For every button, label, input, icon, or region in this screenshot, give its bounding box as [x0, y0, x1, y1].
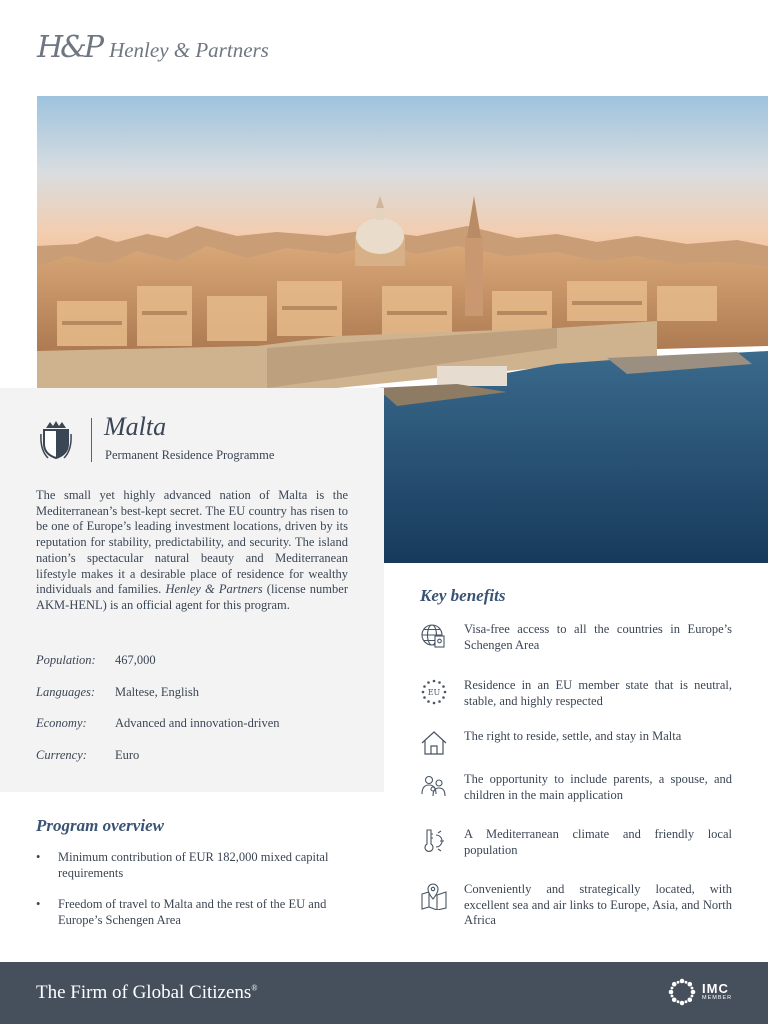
title-divider	[91, 418, 92, 462]
thermometer-sun-icon	[420, 827, 448, 855]
program-overview-heading: Program overview	[36, 816, 164, 835]
benefit-item	[420, 772, 732, 803]
brand-monogram: H&P	[37, 30, 102, 65]
benefit-item	[420, 622, 732, 653]
benefit-text: The opportunity to include parents, a spouse, and children in the main application	[464, 772, 732, 802]
bullet-icon: •	[36, 850, 41, 864]
brand-name: Henley & Partners	[109, 38, 269, 62]
program-overview-list	[36, 850, 370, 945]
programme-subtitle: Permanent Residence Programme	[105, 448, 275, 462]
fact-value: 467,000	[115, 653, 156, 667]
fact-label: Languages:	[36, 684, 96, 699]
list-item	[36, 897, 370, 928]
malta-coat-of-arms-icon	[40, 420, 72, 460]
fact-label: Population:	[36, 653, 96, 667]
benefit-item	[420, 882, 732, 929]
fact-value: Advanced and innovation-driven	[115, 716, 280, 731]
fact-languages	[36, 685, 366, 717]
intro-tail: (license number AKM-HENL) is an official agent for this program.	[36, 582, 348, 612]
fact-label: Currency:	[36, 748, 87, 763]
tagline-text: The Firm of Global Citizens	[36, 982, 252, 1003]
intro-main: The small yet highly advanced nation of Malta is the Mediterranean’s best-kept secret. The EU country has risen to be one of Europe’s leading investment locations, driven by its reputation for stability, predictability, and security. The island nation’s spectacular natural beauty and Mediterranean lifestyle makes it a desirable place of residence for wealthy individuals and families.	[36, 488, 348, 597]
map-pin-icon	[420, 882, 448, 910]
footer-tagline	[36, 982, 257, 1004]
fact-value: Maltese, English	[115, 684, 200, 699]
country-intro	[36, 488, 348, 614]
benefit-text: Conveniently and strategically located, with excellent sea and air links to Europe, Asia, and North Africa	[464, 882, 732, 928]
imc-subtitle: MEMBER	[702, 995, 733, 1001]
overview-item-text: Minimum contribution of EUR 182,000 mixed capital requirements	[58, 850, 329, 880]
imc-member-badge	[668, 978, 732, 1006]
benefit-item	[420, 678, 732, 709]
house-icon	[420, 729, 448, 757]
benefit-text: Residence in an EU member state that is neutral, stable, and highly respected	[464, 678, 732, 708]
eu-stars-icon	[420, 678, 448, 706]
benefit-item	[420, 729, 732, 757]
bullet-icon: •	[36, 897, 41, 912]
imc-title: IMC	[702, 981, 729, 996]
fact-value: Euro	[115, 748, 140, 763]
imc-label	[702, 982, 732, 1002]
benefit-text: Visa-free access to all the countries in Europe’s Schengen Area	[464, 622, 732, 652]
intro-firm-name: Henley & Partners	[165, 582, 263, 597]
country-facts	[36, 653, 366, 780]
footer-bar	[0, 962, 768, 1024]
fact-currency	[36, 748, 366, 780]
country-title: Malta	[104, 412, 167, 441]
globe-passport-icon	[420, 622, 448, 650]
benefit-item	[420, 827, 732, 858]
imc-emblem-icon	[668, 978, 696, 1006]
fact-label: Economy:	[36, 716, 87, 731]
benefit-text: The right to reside, settle, and stay in Malta	[464, 729, 682, 743]
brand-logo	[37, 30, 269, 65]
family-icon	[420, 772, 448, 800]
fact-population	[36, 653, 366, 685]
key-benefits-heading: Key benefits	[420, 586, 506, 605]
svg-text:EU: EU	[427, 688, 441, 697]
country-info-panel	[0, 388, 384, 792]
benefit-text: A Mediterranean climate and friendly local population	[464, 827, 732, 857]
list-item	[36, 850, 370, 881]
overview-item-text: Freedom of travel to Malta and the rest of the EU and Europe’s Schengen Area	[58, 897, 327, 928]
fact-economy	[36, 716, 366, 748]
registered-mark: ®	[251, 983, 258, 993]
